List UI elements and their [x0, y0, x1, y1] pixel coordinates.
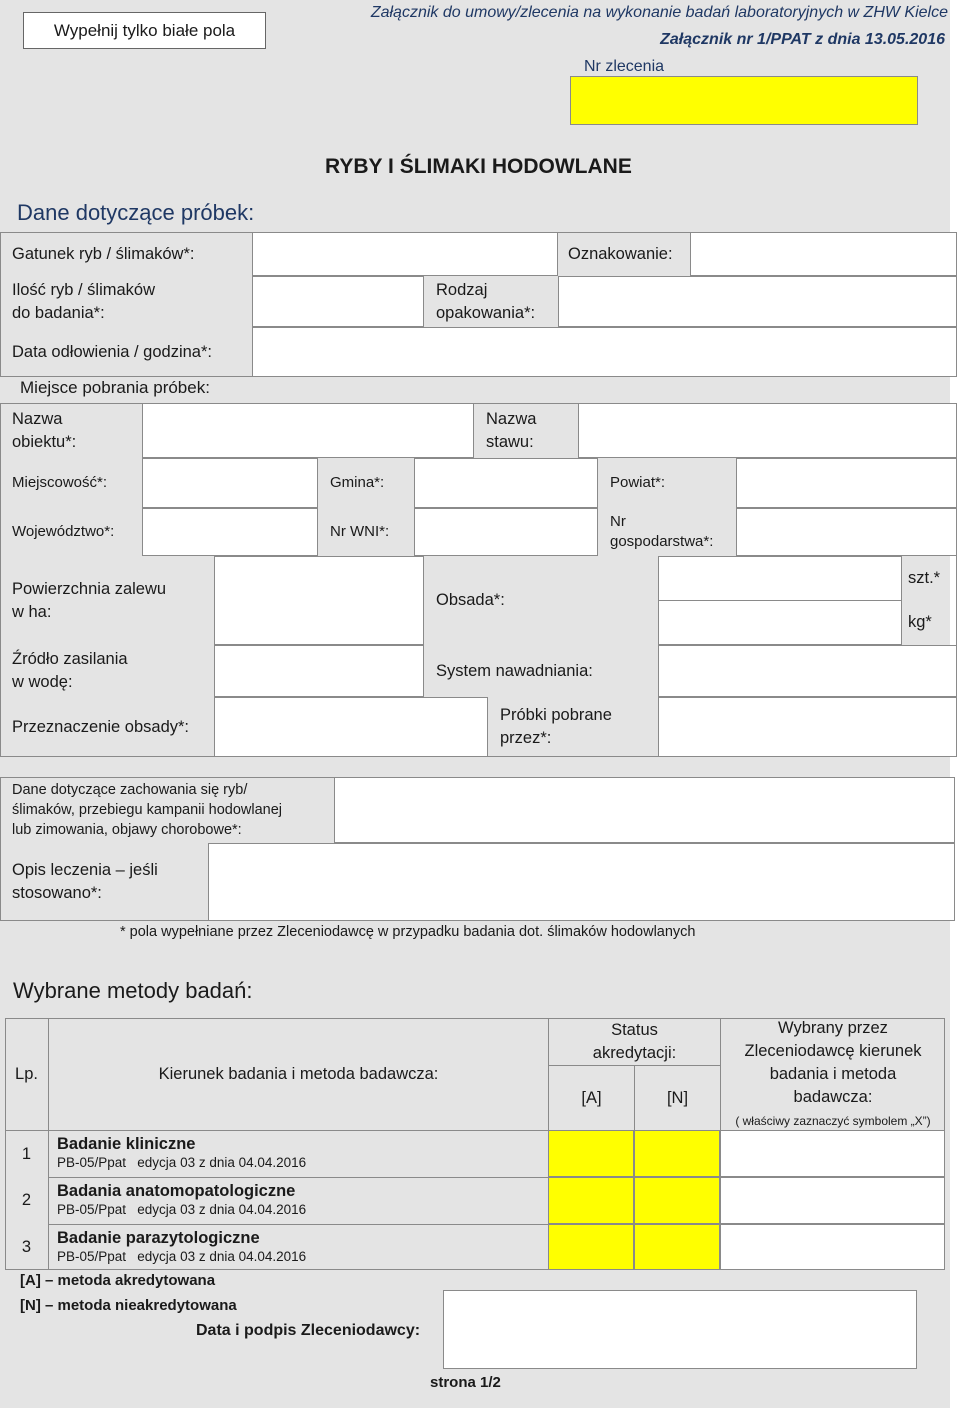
- treatment-label: Opis leczenia – jeśli stosowano*:: [12, 861, 158, 902]
- row-3-selected-checkbox[interactable]: [720, 1224, 945, 1270]
- instruction-text: Wypełnij tylko białe pola: [53, 21, 236, 40]
- object-name-field[interactable]: [142, 403, 474, 458]
- town-label: Miejscowość*:: [12, 474, 108, 491]
- area-field[interactable]: [214, 556, 424, 645]
- county-field[interactable]: [736, 458, 957, 508]
- table-row-method: [48, 1130, 548, 1177]
- marking-field[interactable]: [690, 232, 957, 276]
- row-1-accredited-n: [634, 1130, 720, 1177]
- table-row-method: [48, 1224, 548, 1270]
- catch-date-field[interactable]: [252, 327, 957, 377]
- packaging-label: Rodzaj opakowania*:: [436, 280, 536, 322]
- water-source-field[interactable]: [214, 645, 424, 697]
- pond-name-field[interactable]: [578, 403, 957, 458]
- signature-label: Data i podpis Zleceniodawcy:: [196, 1322, 421, 1339]
- marking-label: Oznakowanie:: [568, 244, 673, 263]
- commune-label: Gmina*:: [330, 474, 385, 491]
- table-row-lp: 1: [5, 1130, 48, 1177]
- irrigation-label: System nawadniania:: [436, 661, 593, 680]
- row-3-accredited-n: [634, 1224, 720, 1270]
- order-number-field[interactable]: [570, 76, 918, 125]
- voivodeship-label: Województwo*:: [12, 523, 115, 540]
- col-selected-header: Wybrany przez Zleceniodawcę kierunek badania i metoda badawcza: ( właściwy zaznaczyć symbolem „X”): [720, 1018, 945, 1130]
- method-subtitle: PB-05/Ppat edycja 03 z dnia 04.04.2016: [57, 1155, 307, 1170]
- stock-purpose-field[interactable]: [214, 697, 488, 757]
- behavior-label: Dane dotyczące zachowania się ryb/ ślimaków, przebiegu kampanii hodowlanej lub zimowania, objawy chorobowe*:: [12, 782, 283, 838]
- annex-number: Załącznik nr 1/PPAT z dnia 13.05.2016: [660, 31, 945, 48]
- behavior-field[interactable]: [334, 777, 955, 843]
- form-title: RYBY I ŚLIMAKI HODOWLANE: [325, 155, 632, 178]
- method-subtitle: PB-05/Ppat edycja 03 z dnia 04.04.2016: [57, 1202, 307, 1217]
- signature-field[interactable]: [443, 1290, 917, 1369]
- voivodeship-field[interactable]: [142, 508, 318, 556]
- location-section-title: Miejsce pobrania próbek:: [20, 378, 210, 397]
- row-2-selected-checkbox[interactable]: [720, 1177, 945, 1224]
- water-source-label: Źródło zasilania w wodę:: [12, 650, 128, 691]
- sampled-by-label: Próbki pobrane przez*:: [500, 706, 612, 747]
- farm-number-label: Nr gospodarstwa*:: [610, 513, 714, 550]
- col-a-header: [A]: [548, 1066, 634, 1130]
- pond-name-label: Nazwa stawu:: [486, 409, 537, 451]
- stock-purpose-label: Przeznaczenie obsady*:: [12, 717, 190, 736]
- method-subtitle: PB-05/Ppat edycja 03 z dnia 04.04.2016: [57, 1249, 307, 1264]
- row-2-accredited-n: [634, 1177, 720, 1224]
- stocking-kg-unit: kg*: [908, 613, 932, 631]
- farm-number-field[interactable]: [736, 508, 957, 556]
- legend-non-accredited: [N] – metoda nieakredytowana: [20, 1297, 237, 1314]
- method-title: Badanie parazytologiczne: [57, 1229, 260, 1247]
- col-lp-header: Lp.: [15, 1064, 38, 1083]
- stocking-label: Obsada*:: [436, 591, 505, 609]
- table-row-lp: 2: [21, 1191, 32, 1209]
- method-title: Badania anatomopatologiczne: [57, 1182, 296, 1200]
- footnote: * pola wypełniane przez Zleceniodawcę w przypadku badania dot. ślimaków hodowlanych: [120, 924, 696, 940]
- area-label: Powierzchnia zalewu w ha:: [12, 579, 167, 621]
- table-row-lp: 3: [21, 1237, 32, 1256]
- wni-label: Nr WNI*:: [330, 523, 390, 540]
- row-3-accredited-a: [548, 1224, 634, 1270]
- commune-field[interactable]: [414, 458, 598, 508]
- stocking-kg-field[interactable]: [658, 600, 902, 645]
- row-1-accredited-a: [548, 1130, 634, 1177]
- method-title: Badanie kliniczne: [57, 1135, 196, 1153]
- stocking-pcs-field[interactable]: [658, 556, 902, 601]
- table-row-method: [48, 1177, 548, 1224]
- wni-field[interactable]: [414, 508, 598, 556]
- row-2-accredited-a: [548, 1177, 634, 1224]
- page-number: strona 1/2: [430, 1374, 501, 1391]
- legend-accredited: [A] – metoda akredytowana: [20, 1272, 216, 1289]
- methods-section-title: Wybrane metody badań:: [13, 978, 253, 1003]
- col-n-header: [N]: [634, 1066, 720, 1130]
- species-field[interactable]: [252, 232, 558, 276]
- species-label: Gatunek ryb / ślimaków*:: [12, 244, 195, 263]
- packaging-field[interactable]: [558, 276, 957, 327]
- irrigation-field[interactable]: [658, 645, 957, 697]
- treatment-field[interactable]: [208, 843, 955, 921]
- stocking-pcs-unit: szt.*: [908, 569, 941, 587]
- row-1-selected-checkbox[interactable]: [720, 1130, 945, 1177]
- annex-line: Załącznik do umowy/zlecenia na wykonanie badań laboratoryjnych w ZHW Kielce: [370, 4, 948, 21]
- sampled-by-field[interactable]: [658, 697, 957, 757]
- instruction-box: [23, 12, 266, 49]
- quantity-label: Ilość ryb / ślimaków do badania*:: [12, 280, 156, 322]
- order-number-label: Nr zlecenia: [584, 58, 665, 75]
- col-status-header: Status akredytacji:: [548, 1018, 720, 1066]
- samples-section-title: Dane dotyczące próbek:: [17, 200, 255, 225]
- col-method-header: Kierunek badania i metoda badawcza:: [48, 1018, 548, 1130]
- town-field[interactable]: [142, 458, 318, 508]
- quantity-field[interactable]: [252, 276, 424, 327]
- catch-date-label: Data odłowienia / godzina*:: [12, 342, 212, 361]
- county-label: Powiat*:: [610, 474, 666, 491]
- object-name-label: Nazwa obiektu*:: [12, 409, 77, 451]
